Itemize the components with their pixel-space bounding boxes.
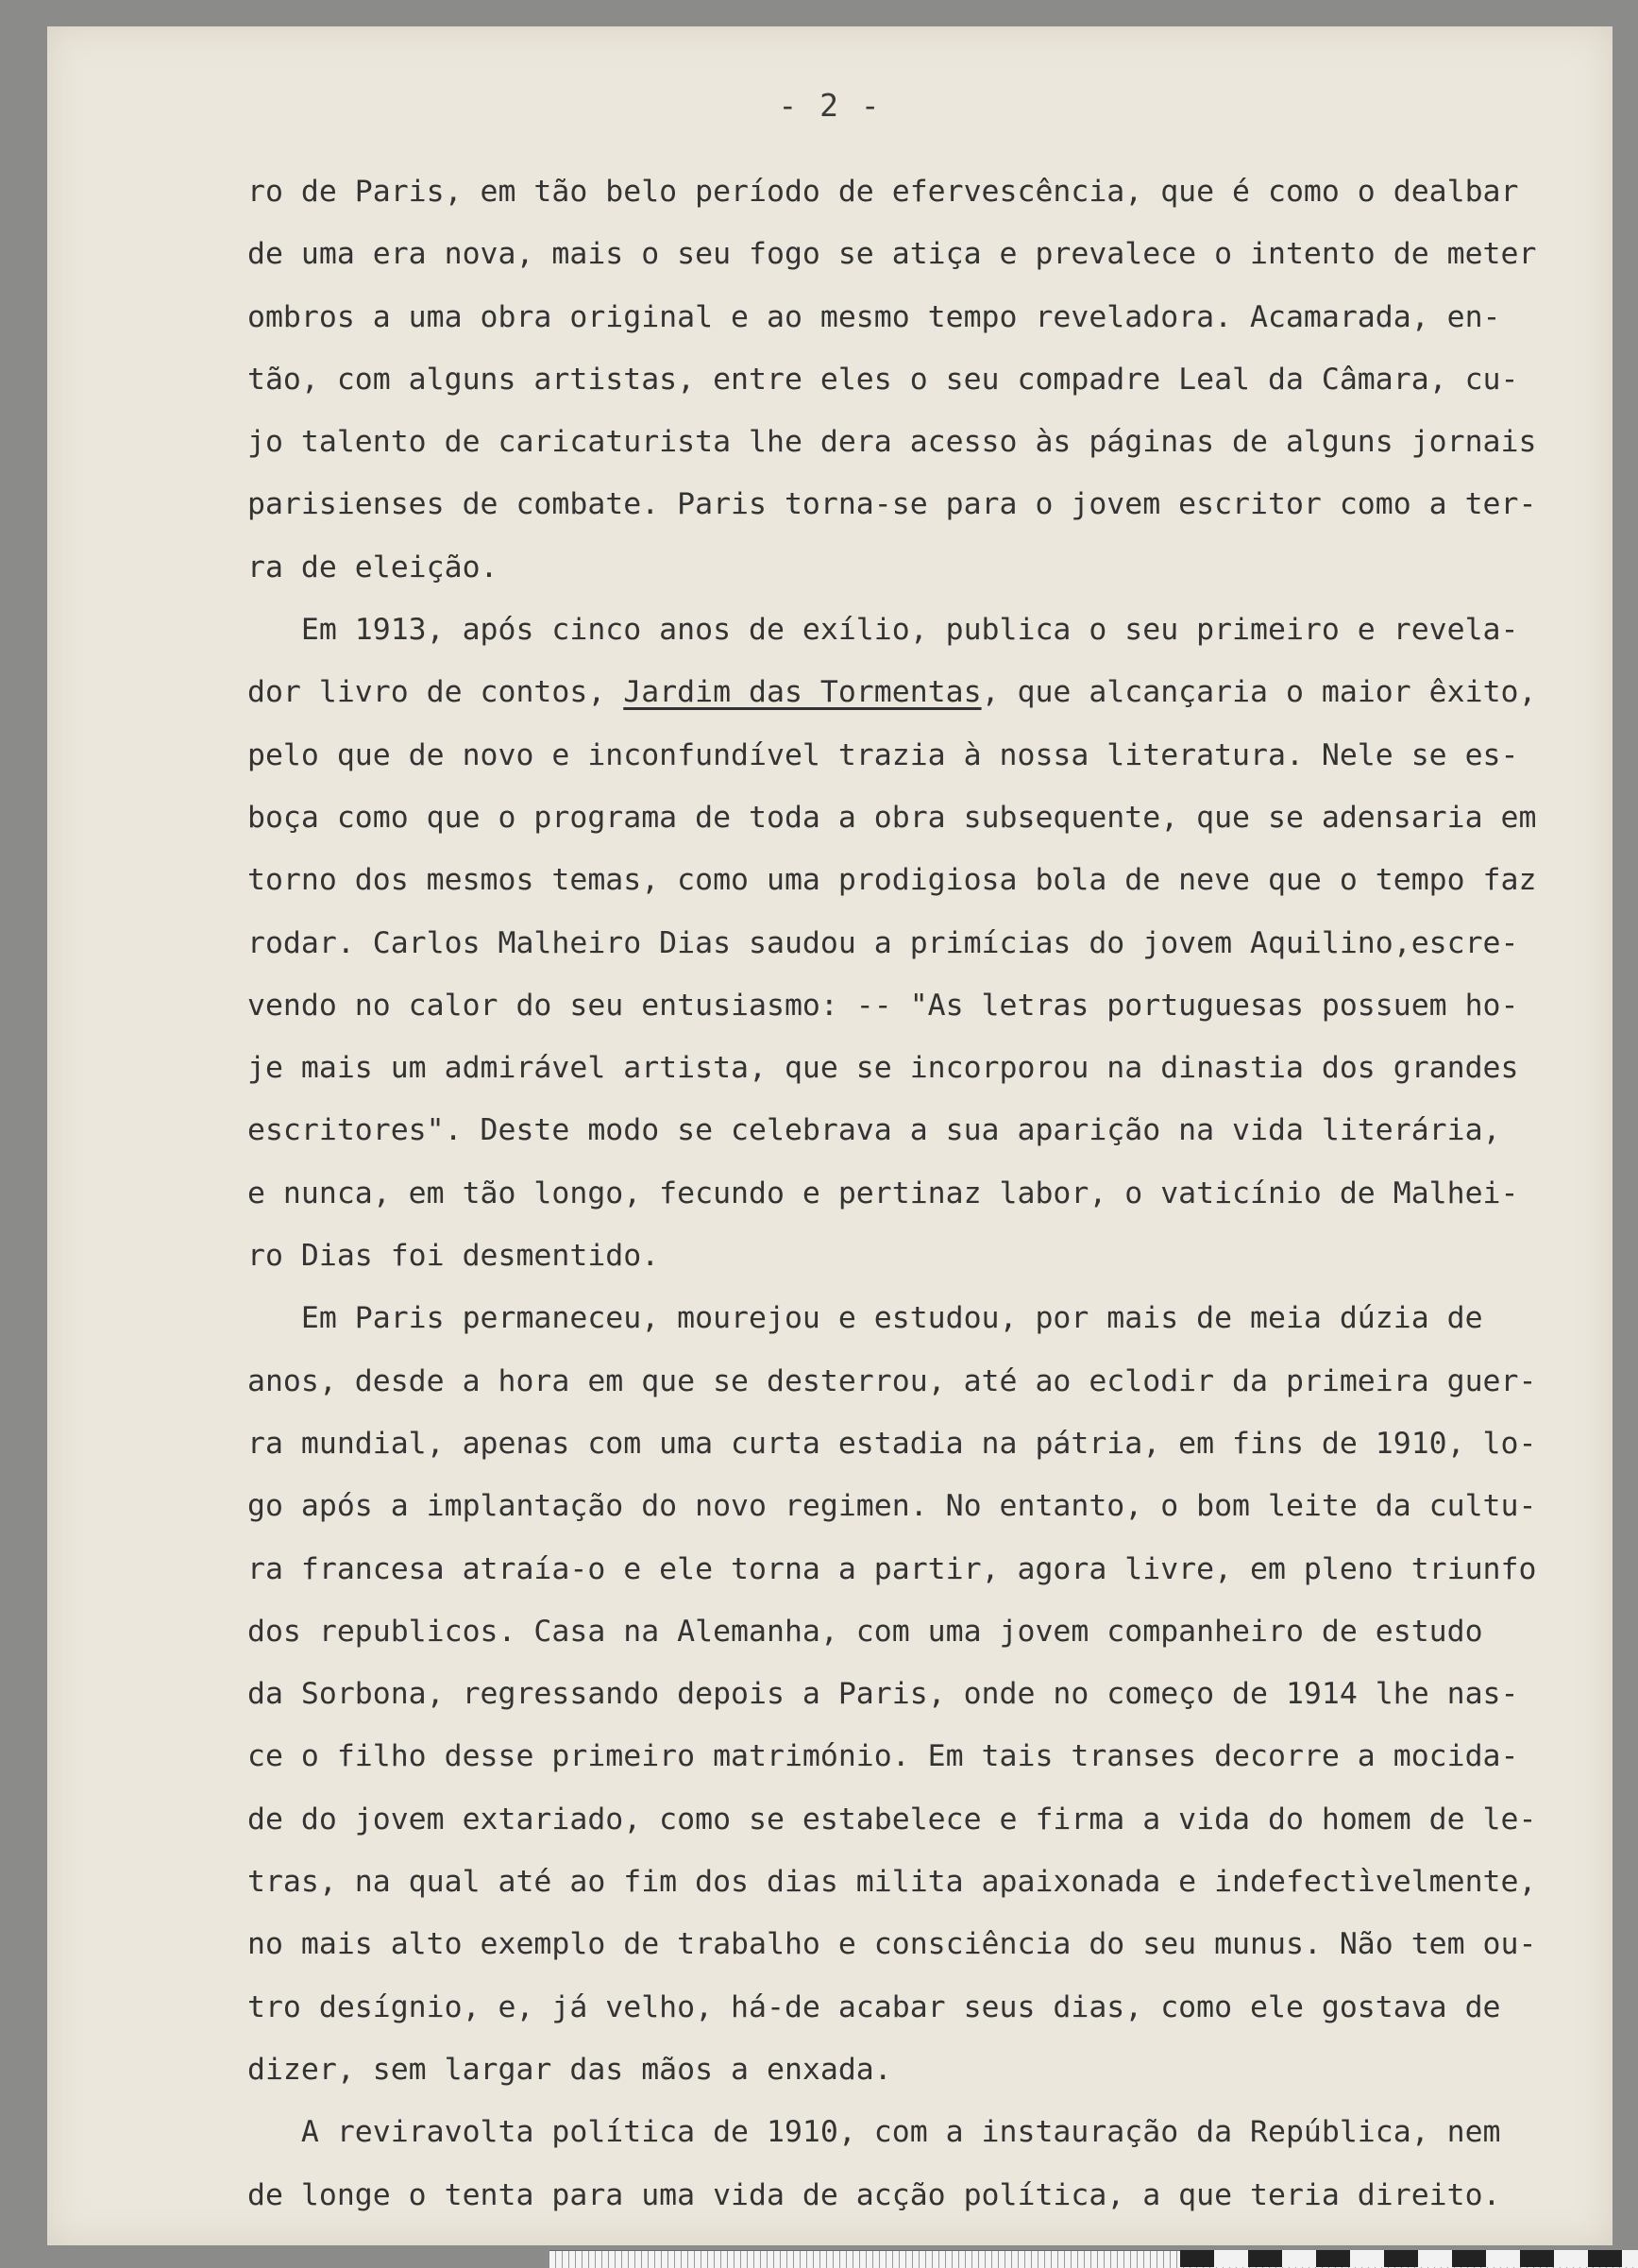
text-line: torno dos mesmos temas, como uma prodigiosa bola de neve que o tempo faz: [247, 863, 1537, 898]
text-line: de do jovem extariado, como se estabelece e firma a vida do homem de le-: [247, 1802, 1537, 1836]
color-scale-bar: [1180, 2250, 1638, 2267]
text-line: ce o filho desse primeiro matrimónio. Em tais transes decorre a mocida-: [247, 1739, 1519, 1774]
text-line: je mais um admirável artista, que se incorporou na dinastia dos grandes: [247, 1051, 1519, 1086]
text-line: vendo no calor do seu entusiasmo: -- "As letras portuguesas possuem ho-: [247, 988, 1519, 1023]
typed-page: [47, 26, 1613, 2245]
text-line: rodar. Carlos Malheiro Dias saudou a primícias do jovem Aquilino,escre-: [247, 925, 1519, 960]
text-line: [247, 661, 1638, 723]
text-line: parisienses de combate. Paris torna-se para o jovem escritor como a ter-: [247, 487, 1537, 522]
text-line: Em 1913, após cinco anos de exílio, publica o seu primeiro e revela-: [247, 613, 1519, 648]
text-line: tras, na qual até ao fim dos dias milita apaixonada e indefectìvelmente,: [247, 1865, 1537, 1900]
text-line: da Sorbona, regressando depois a Paris, onde no começo de 1914 lhe nas-: [247, 1677, 1519, 1712]
text-line: tro desígnio, e, já velho, há-de acabar seus dias, como ele gostava de: [247, 1989, 1501, 2024]
text-line: ra de eleição.: [247, 550, 498, 584]
text-line: e nunca, em tão longo, fecundo e pertinaz labor, o vaticínio de Malhei-: [247, 1176, 1519, 1210]
text-line: boça como que o programa de toda a obra subsequente, que se adensaria em: [247, 800, 1537, 835]
text-line: escritores". Deste modo se celebrava a sua aparição na vida literária,: [247, 1113, 1501, 1148]
text-segment: dor livro de contos,: [247, 675, 624, 710]
text-line: no mais alto exemplo de trabalho e consciência do seu munus. Não tem ou-: [247, 1927, 1537, 1962]
typed-text-body: [247, 161, 1638, 2226]
page-number: - 2 -: [778, 87, 882, 124]
text-line: jo talento de caricaturista lhe dera acesso às páginas de alguns jornais: [247, 425, 1537, 460]
text-line: pelo que de novo e inconfundível trazia à nossa literatura. Nele se es-: [247, 737, 1519, 772]
text-line: ombros a uma obra original e ao mesmo tempo reveladora. Acamarada, en-: [247, 299, 1501, 334]
text-line: de uma era nova, mais o seu fogo se atiça e prevalece o intento de meter: [247, 237, 1537, 272]
text-line: anos, desde a hora em que se desterrou, até ao eclodir da primeira guer-: [247, 1363, 1537, 1398]
text-line: ra francesa atraía-o e ele torna a partir, agora livre, em pleno triunfo: [247, 1551, 1537, 1586]
text-line: dizer, sem largar das mãos a enxada.: [247, 2052, 892, 2087]
text-line: ro Dias foi desmentido.: [247, 1239, 660, 1274]
text-line: Em Paris permaneceu, mourejou e estudou, por mais de meia dúzia de: [247, 1301, 1483, 1336]
text-line: A reviravolta política de 1910, com a instauração da República, nem: [247, 2115, 1501, 2150]
text-line: de longe o tenta para uma vida de acção política, a que teria direito.: [247, 2177, 1501, 2212]
text-line: go após a implantação do novo regimen. No entanto, o bom leite da cultu-: [247, 1489, 1537, 1524]
text-line: ra mundial, apenas com uma curta estadia na pátria, em fins de 1910, lo-: [247, 1426, 1537, 1461]
text-segment: , que alcançaria o maior êxito,: [981, 675, 1537, 710]
text-line: dos republicos. Casa na Alemanha, com uma jovem companheiro de estudo: [247, 1614, 1483, 1649]
text-line: tão, com alguns artistas, entre eles o seu compadre Leal da Câmara, cu-: [247, 362, 1519, 397]
text-line: ro de Paris, em tão belo período de efervescência, que é como o dealbar: [247, 175, 1519, 209]
book-title: Jardim das Tormentas: [623, 675, 982, 710]
